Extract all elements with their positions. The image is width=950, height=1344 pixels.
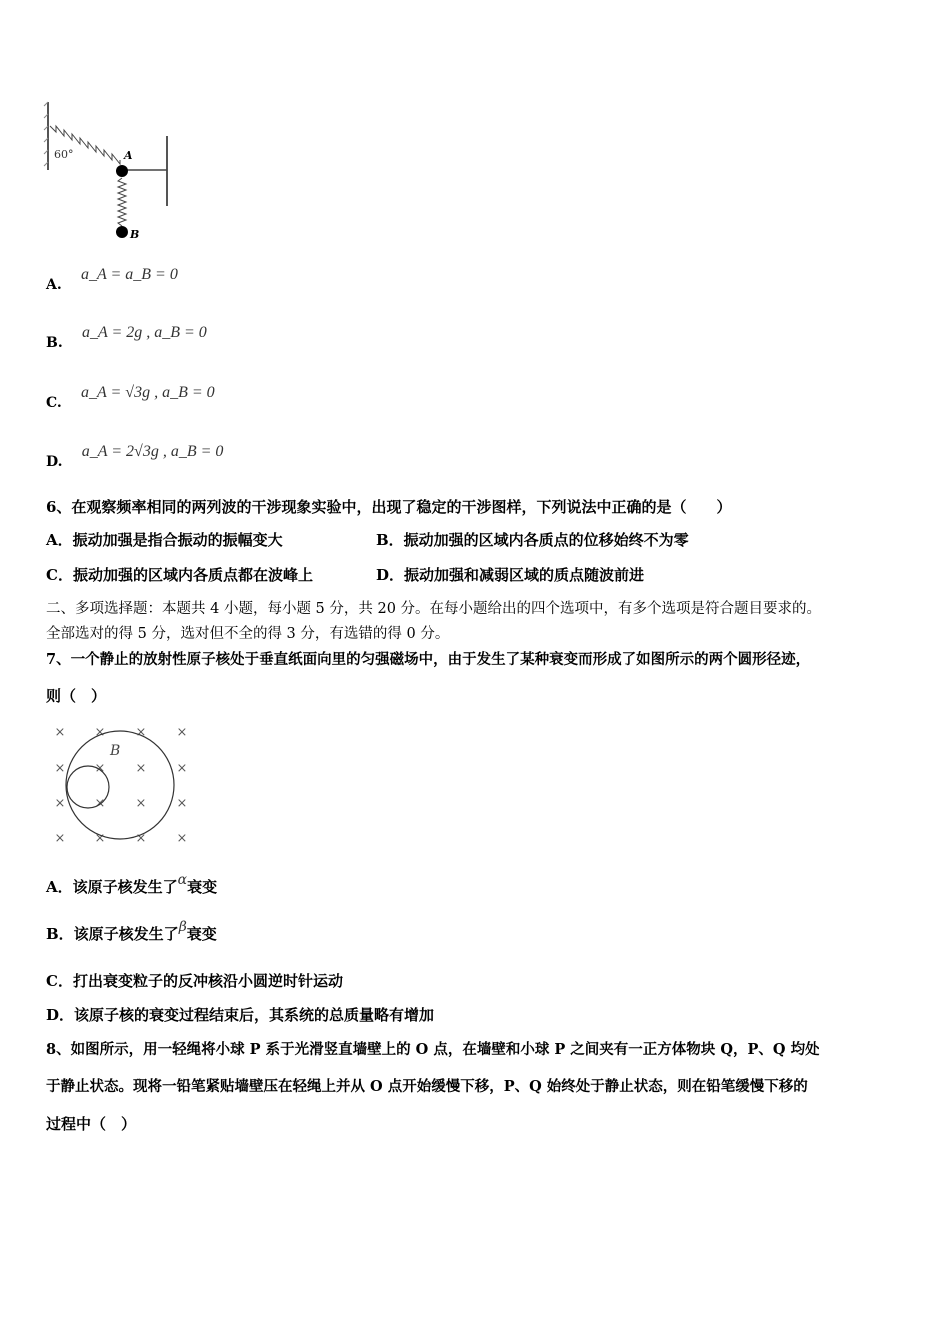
svg-text:×: × — [54, 831, 66, 846]
ball-b — [116, 226, 128, 238]
q6-option-d: D．振动加强和减弱区域的质点随波前进 — [376, 566, 645, 584]
svg-text:×: × — [176, 796, 188, 811]
ball-a — [116, 165, 128, 177]
q6-stem: 6、在观察频率相同的两列波的干涉现象实验中，出现了稳定的干涉图样，下列说法中正确的是（ ） — [46, 498, 732, 516]
svg-text:×: × — [54, 725, 66, 740]
q7-option-d: D．该原子核的衰变过程结束后，其系统的总质量略有增加 — [46, 1006, 435, 1024]
svg-text:×: × — [135, 796, 147, 811]
q8-line3: 过程中（ ） — [46, 1115, 137, 1133]
svg-text:×: × — [135, 761, 147, 776]
svg-text:×: × — [94, 796, 106, 811]
formula: a_A = √3g , a_B = 0 — [81, 384, 215, 401]
lower-spring — [118, 178, 126, 226]
svg-text:×: × — [135, 831, 147, 846]
svg-text:×: × — [54, 796, 66, 811]
q8-line1: 8、如图所示，用一轻绳将小球 P 系于光滑竖直墙壁上的 O 点，在墙壁和小球 P 之间夹有一正方体物块 Q，P、Q 均处 — [46, 1041, 820, 1058]
field-crosses — [55, 725, 188, 846]
q6-option-b: B．振动加强的区域内各质点的位移始终不为零 — [376, 531, 689, 549]
q8-line2: 于静止状态。现将一铅笔紧贴墙壁压在轻绳上并从 O 点开始缓慢下移，P、Q 始终处于静止状态，则在铅笔缓慢下移的 — [46, 1078, 808, 1095]
q7-stem-line1: 7、一个静止的放射性原子核处于垂直纸面向里的匀强磁场中，由于发生了某种衰变而形成了如图所示的两个圆形径迹， — [46, 651, 811, 668]
svg-text:×: × — [54, 761, 66, 776]
q7-option-a: A．该原子核发生了α衰变 — [46, 872, 218, 896]
svg-text:×: × — [135, 725, 147, 740]
q5-option-c: C. a_A = √3g , a_B = 0 — [46, 384, 215, 411]
angle-label: 60° — [54, 148, 74, 161]
svg-text:×: × — [94, 725, 106, 740]
magnetic-field-figure — [48, 720, 198, 850]
svg-text:×: × — [94, 831, 106, 846]
q6-option-c: C．振动加强的区域内各质点都在波峰上 — [46, 566, 313, 584]
q7-option-c: C．打出衰变粒子的反冲核沿小圆逆时针运动 — [46, 972, 343, 990]
formula: a_A = 2√3g , a_B = 0 — [81, 443, 224, 460]
q5-option-d: D. a_A = 2√3g , a_B = 0 — [46, 443, 224, 470]
svg-text:×: × — [176, 761, 188, 776]
formula: a_A = a_B = 0 — [80, 266, 178, 283]
q6-option-a: A．振动加强是指合振动的振幅变大 — [46, 531, 283, 549]
q7-stem-line2: 则（ ） — [46, 687, 107, 705]
beta-symbol: β — [178, 919, 187, 935]
q5-option-a: A. a_A = a_B = 0 — [46, 266, 178, 293]
svg-text:×: × — [176, 831, 188, 846]
section2-line2: 全部选对的得 5 分，选对但不全的得 3 分，有选错的得 0 分。 — [46, 626, 450, 642]
svg-text:×: × — [176, 725, 188, 740]
svg-text:×: × — [94, 761, 106, 776]
spring-figure — [40, 98, 180, 248]
q5-option-b: B. a_A = 2g , a_B = 0 — [46, 324, 207, 351]
q7-option-b: B．该原子核发生了β衰变 — [46, 919, 217, 943]
label-b: B — [130, 228, 140, 241]
label-a: A — [124, 149, 133, 162]
formula: a_A = 2g , a_B = 0 — [81, 324, 207, 341]
field-label: B — [110, 743, 121, 759]
alpha-symbol: α — [177, 872, 188, 888]
small-track — [67, 766, 109, 808]
section2-line1: 二、多项选择题：本题共 4 小题，每小题 5 分，共 20 分。在每小题给出的四个选项中，有多个选项是符合题目要求的。 — [46, 601, 822, 617]
